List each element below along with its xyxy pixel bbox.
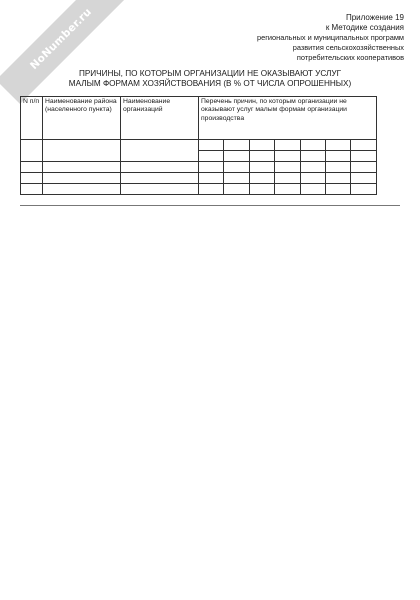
- table-cell: [275, 184, 300, 195]
- table-cell: [351, 162, 377, 173]
- table-row: [21, 184, 377, 195]
- appendix-line-1: Приложение 19: [345, 13, 404, 22]
- table-row: [21, 162, 377, 173]
- table-cell: [351, 173, 377, 184]
- table-cell: [249, 140, 274, 151]
- table-cell: [43, 162, 121, 173]
- watermark-text: NoNumber.ru: [28, 5, 95, 73]
- table-cell: [121, 184, 199, 195]
- table-cell: [351, 151, 377, 162]
- table-cell: [199, 151, 224, 162]
- header-district: Наименование района (населенного пункта): [43, 97, 121, 140]
- table-cell: [326, 184, 351, 195]
- table-cell: [275, 162, 300, 173]
- table-cell: [249, 151, 274, 162]
- appendix-line-4: развития сельскохозяйственных: [292, 43, 404, 52]
- table-cell: [21, 173, 43, 184]
- title-line-2: МАЛЫМ ФОРМАМ ХОЗЯЙСТВОВАНИЯ (В % ОТ ЧИСЛА ОПРОШЕННЫХ): [68, 79, 352, 88]
- table-header-row: [21, 97, 377, 140]
- table-cell: [199, 173, 224, 184]
- table-cell: [121, 140, 199, 162]
- table-cell: [326, 173, 351, 184]
- title-line-1: ПРИЧИНЫ, ПО КОТОРЫМ ОРГАНИЗАЦИИ НЕ ОКАЗЫВАЮТ УСЛУГ: [78, 69, 342, 78]
- table-cell: [351, 184, 377, 195]
- header-organizations: Наименование организаций: [121, 97, 199, 140]
- table-cell: [224, 184, 249, 195]
- table-cell: [249, 162, 274, 173]
- table-cell: [249, 173, 274, 184]
- table-cell: [224, 151, 249, 162]
- table-cell: [300, 151, 325, 162]
- table-cell: [275, 151, 300, 162]
- table-cell: [224, 162, 249, 173]
- table-cell: [21, 162, 43, 173]
- table-cell: [351, 140, 377, 151]
- table-cell: [21, 184, 43, 195]
- table-cell: [224, 173, 249, 184]
- table-cell: [326, 140, 351, 151]
- table-cell: [121, 162, 199, 173]
- appendix-line-3: региональных и муниципальных программ: [257, 33, 404, 42]
- appendix-line-5: потребительских кооперативов: [296, 53, 404, 62]
- table-cell: [300, 140, 325, 151]
- table-cell: [43, 173, 121, 184]
- table-cell: [300, 162, 325, 173]
- appendix-line-2: к Методике создания: [325, 23, 404, 32]
- table-cell: [326, 162, 351, 173]
- table-cell: [249, 184, 274, 195]
- table-cell: [326, 151, 351, 162]
- table-cell: [199, 162, 224, 173]
- header-number: N п/п: [21, 97, 43, 140]
- table-cell: [275, 173, 300, 184]
- table-row: [21, 140, 377, 151]
- page-divider: [20, 205, 400, 206]
- appendix-note: [257, 13, 404, 63]
- table-cell: [199, 140, 224, 151]
- document-title: [0, 69, 420, 89]
- table-cell: [43, 140, 121, 162]
- table-row: [21, 173, 377, 184]
- reasons-table: [20, 96, 377, 195]
- header-reasons: Перечень причин, по которым организации не оказывают услуг малым формам организации производства: [199, 97, 377, 140]
- table-cell: [300, 173, 325, 184]
- table-cell: [275, 140, 300, 151]
- table-cell: [121, 173, 199, 184]
- table-cell: [224, 140, 249, 151]
- table-cell: [43, 184, 121, 195]
- table-cell: [300, 184, 325, 195]
- table-cell: [199, 184, 224, 195]
- table-cell: [21, 140, 43, 162]
